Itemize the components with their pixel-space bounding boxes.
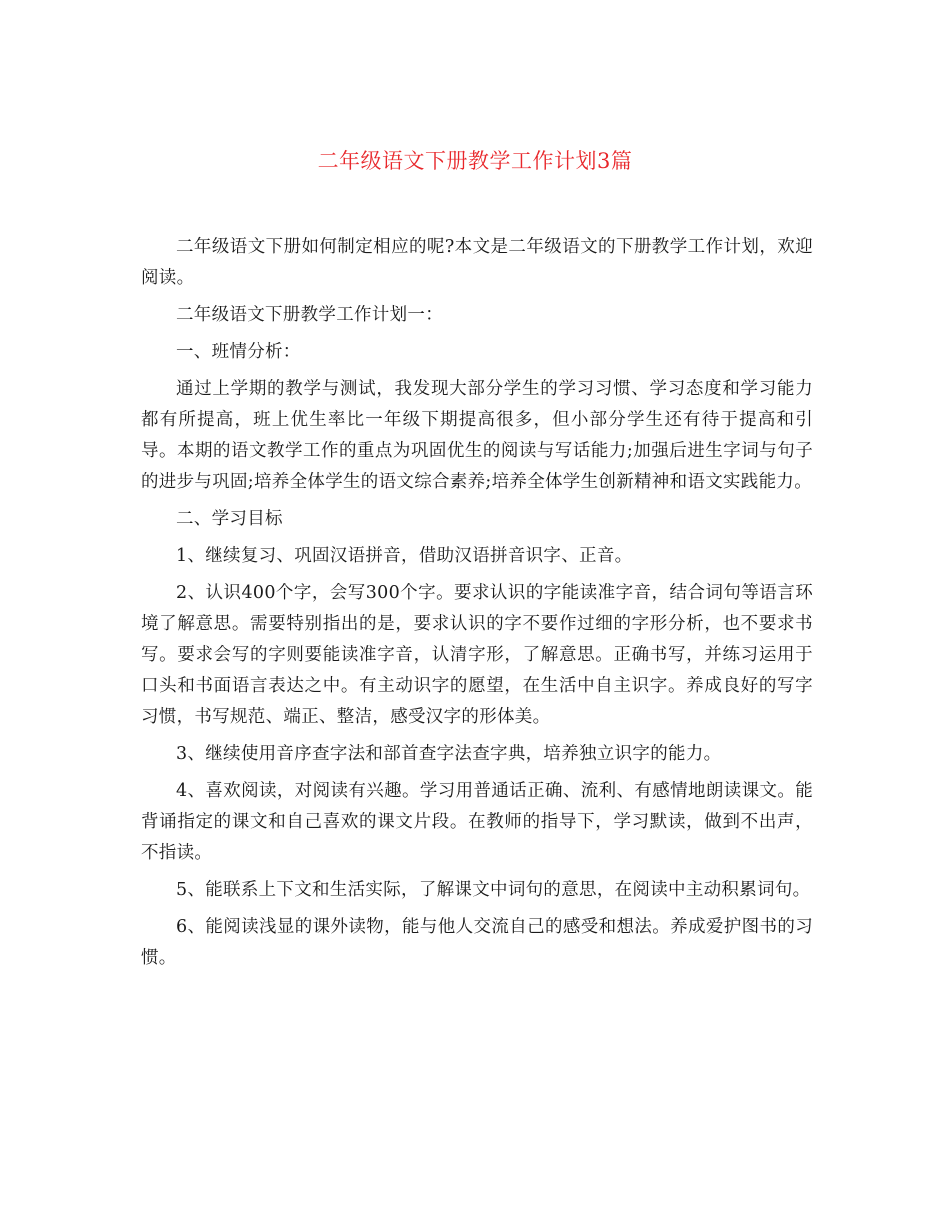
goal-item-5: 5、能联系上下文和生活实际，了解课文中词句的意思，在阅读中主动积累词句。 [176, 880, 811, 900]
paragraph-class-analysis: 通过上学期的教学与测试，我发现大部分学生的学习习惯、学习态度和学习能力都有所提高，班上优生率比一年级下期提高很多，但小部分学生还有待于提高和引导。本期的语文教学工作的重点为巩固优生的阅读与写话能力;加强后进生字词与句子的进步与巩固;培养全体学生的语文综合素养;培养全体学生创新精神和语文实践能力。 [141, 379, 813, 492]
goal-item-1: 1、继续复习、巩固汉语拼音，借助汉语拼音识字、正音。 [176, 546, 633, 566]
goal-item-6: 6、能阅读浅显的课外读物，能与他人交流自己的感受和想法。养成爱护图书的习惯。 [141, 917, 813, 968]
paragraph-intro: 二年级语文下册如何制定相应的呢?本文是二年级语文的下册教学工作计划，欢迎阅读。 [141, 237, 813, 288]
goal-item-2: 2、认识400个字，会写300个字。要求认识的字能读准字音，结合词句等语言环境了解意思。需要特别指出的是，要求认识的字不要作过细的字形分析，也不要求书写。要求会写的字则要能读准字音，认清字形，了解意思。正确书写，并练习运用于口头和书面语言表达之中。有主动识字的愿望，在生活中自主识字。养成良好的写字习惯，书写规范、端正、整洁，感受汉字的形体美。 [141, 583, 813, 727]
goal-item-3: 3、继续使用音序查字法和部首查字法查字典，培养独立识字的能力。 [176, 744, 722, 764]
document-title: 二年级语文下册教学工作计划3篇 [317, 149, 633, 173]
document-body [141, 232, 813, 980]
section-heading-class-analysis: 一、班情分析： [176, 342, 301, 362]
paragraph-plan-heading: 二年级语文下册教学工作计划一： [176, 305, 443, 325]
section-heading-learning-goals: 二、学习目标 [176, 509, 283, 529]
goal-item-4: 4、喜欢阅读，对阅读有兴趣。学习用普通话正确、流利、有感情地朗读课文。能背诵指定的课文和自己喜欢的课文片段。在教师的指导下，学习默读，做到不出声，不指读。 [141, 781, 813, 863]
